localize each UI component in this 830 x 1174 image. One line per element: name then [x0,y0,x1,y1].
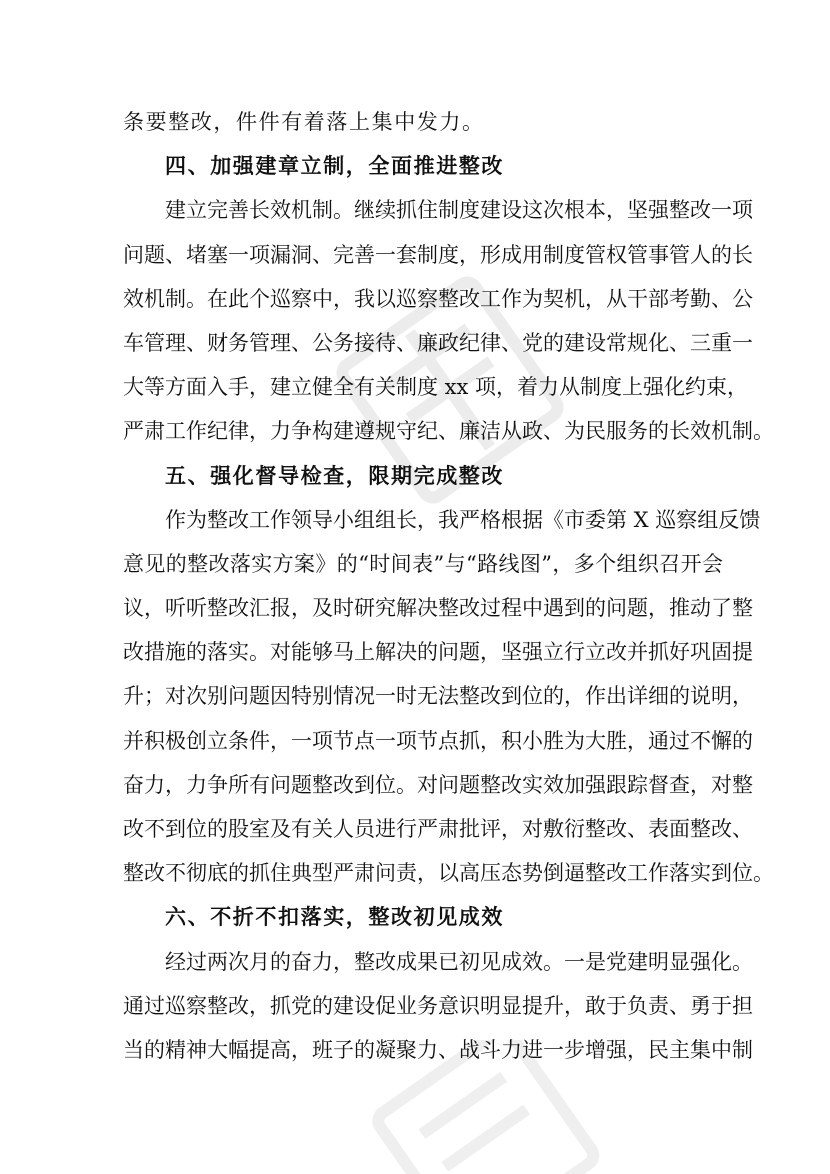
body-line: 议，听听整改汇报，及时研究解决整改过程中遇到的问题，推动了整 [123,596,753,621]
body-line: 奋力，力争所有问题整改到位。对问题整改实效加强跟踪督查，对整 [123,772,753,797]
body-line: 意见的整改落实方案》的“时间表”与“路线图”，多个组织召开会 [123,551,723,576]
section-heading: 四、加强建章立制，全面推进整改 [165,153,504,179]
document-body [123,100,774,1072]
body-line: 通过巡察整改，抓党的建设促业务意识明显提升，敢于负责、勇于担 [123,993,753,1018]
body-line: 改措施的落实。对能够马上解决的问题，坚强立行立改并抓好巩固提 [123,640,753,665]
body-line: 并积极创立条件，一项节点一项节点抓，积小胜为大胜，通过不懈的 [123,728,753,753]
paragraph-first-line: 作为整改工作领导小组组长，我严格根据《市委第 X 巡察组反馈 [165,507,761,532]
body-line: 问题、堵塞一项漏洞、完善一套制度，形成用制度管权管事管人的长 [123,242,753,267]
body-line: 改不到位的股室及有关人员进行严肃批评，对敷衍整改、表面整改、 [123,817,753,841]
body-line: 车管理、财务管理、公务接待、廉政纪律、党的建设常规化、三重一 [123,330,753,355]
body-line: 升；对次别问题因特别情况一时无法整改到位的，作出详细的说明， [123,684,753,709]
paragraph-first-line: 建立完善长效机制。继续抓住制度建设这次根本，坚强整改一项 [165,198,753,223]
body-line: 整改不彻底的抓住典型严肃问责，以高压态势倒逼整改工作落实到位。 [123,861,774,886]
body-line: 严肃工作纪律，力争构建遵规守纪、廉洁从政、为民服务的长效机制。 [123,419,774,444]
paragraph-first-line: 经过两次月的奋力，整改成果已初见成效。一是党建明显强化。 [165,949,753,974]
body-line: 效机制。在此个巡察中，我以巡察整改工作为契机，从干部考勤、公 [123,286,753,311]
section-heading: 六、不折不扣落实，整改初见成效 [165,904,504,930]
section-heading: 五、强化督导检查，限期完成整改 [165,462,504,488]
body-line: 当的精神大幅提高，班子的凝聚力、战斗力进一步增强，民主集中制 [123,1037,753,1062]
body-line: 大等方面入手，建立健全有关制度 xx 项，着力从制度上强化约束， [123,375,749,400]
body-line: 条要整改，件件有着落上集中发力。 [123,110,485,134]
